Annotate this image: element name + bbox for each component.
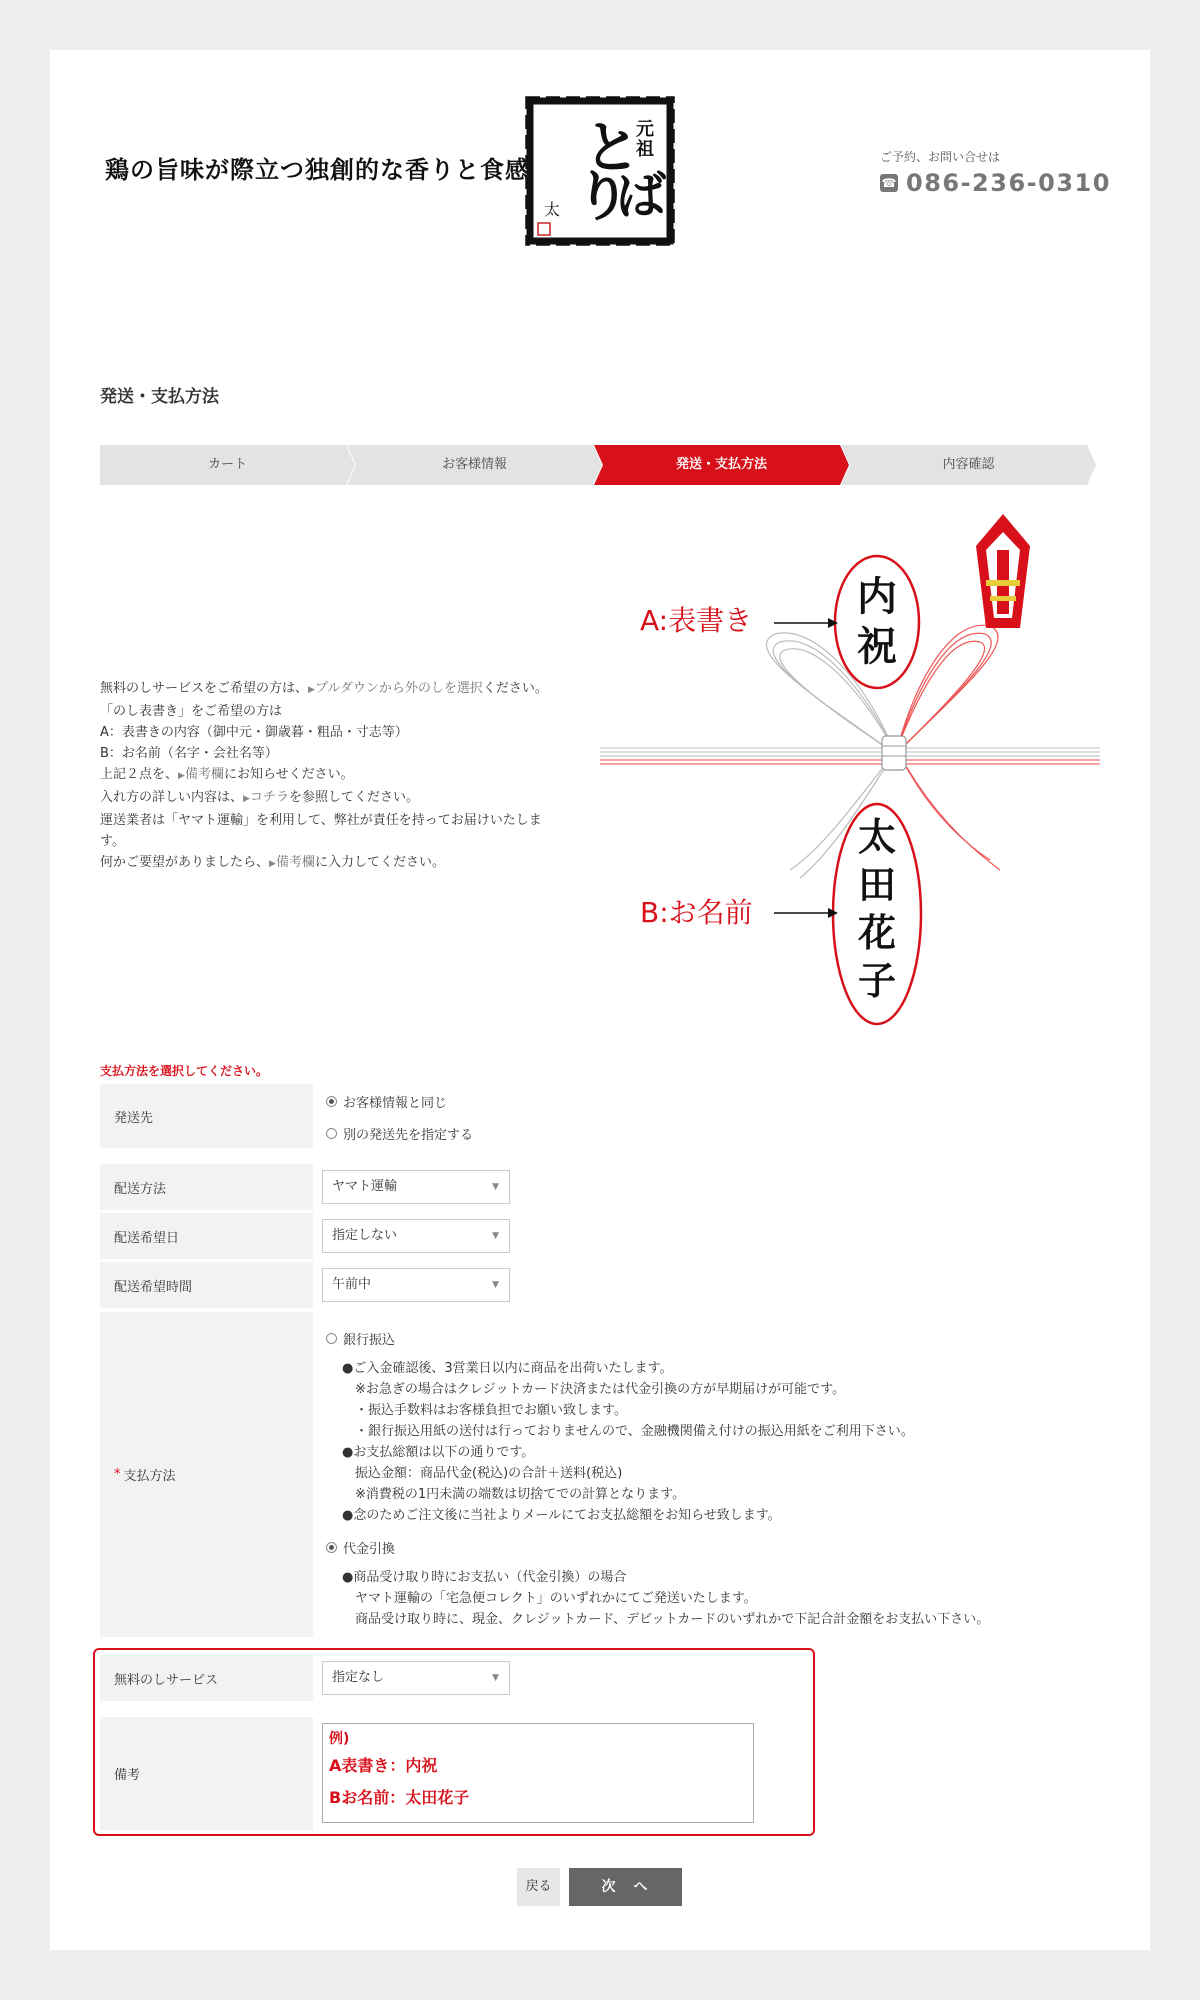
step-cart: カート bbox=[100, 445, 355, 485]
radio-dot-icon bbox=[326, 1542, 337, 1553]
payment-method-label: * 支払方法 bbox=[100, 1312, 313, 1637]
svg-text:ば: ば bbox=[616, 166, 666, 225]
radio-dot-icon bbox=[326, 1096, 337, 1107]
noshi-illustration bbox=[600, 510, 1100, 1030]
row-delivery-date bbox=[100, 1213, 1100, 1259]
delivery-date-label: 配送希望日 bbox=[100, 1213, 313, 1259]
label-omotegaki: A:表書き bbox=[640, 604, 753, 637]
remarks-link-2[interactable]: ▶備考欄 bbox=[269, 855, 315, 870]
back-button[interactable]: 戻る bbox=[517, 1868, 560, 1906]
radio-dot-icon bbox=[326, 1333, 337, 1344]
name-char-4: 子 bbox=[857, 958, 897, 1003]
next-button[interactable]: 次 へ bbox=[569, 1868, 682, 1906]
delivery-date-select[interactable]: 指定しない ▼ bbox=[322, 1219, 510, 1253]
label-name: B:お名前 bbox=[640, 896, 753, 929]
details-link[interactable]: ▶コチラ bbox=[243, 790, 289, 805]
page-title: 発送・支払方法 bbox=[100, 387, 219, 407]
delivery-method-label: 配送方法 bbox=[100, 1164, 313, 1210]
delivery-time-select[interactable]: 午前中 ▼ bbox=[322, 1268, 510, 1302]
radio-cash-on-delivery[interactable]: 代金引換 bbox=[326, 1538, 395, 1557]
radio-same-as-customer[interactable]: お客様情報と同じ bbox=[326, 1092, 447, 1111]
svg-text:太: 太 bbox=[544, 200, 561, 219]
name-char-2: 田 bbox=[857, 862, 897, 907]
delivery-time-label: 配送希望時間 bbox=[100, 1262, 313, 1308]
svg-text:祖: 祖 bbox=[636, 139, 654, 160]
remarks-label: 備考 bbox=[100, 1717, 313, 1830]
destination-label: 発送先 bbox=[100, 1084, 313, 1148]
step-customer-info: お客様情報 bbox=[347, 445, 602, 485]
bank-transfer-details: ●ご入金確認後、3営業日以内に商品を出荷いたします。 ※お急ぎの場合はクレジットカード決済または代金引換の方が早期届けが可能です。 ・振込手数料はお客様負担でお願い致します。 ・銀行振込用紙の送付は行っておりませんので、金融機関備え付けの振込用紙をご利用下さい。 ●お支払総額は以下の通りです。 振込金額：商品代金(税込)の合計＋送料(税込) ※消費税の1円未満の端数は切捨てでの計算となります。 ●念のためご注文後に当社よりメールにてお支払総額をお知らせ致します。 bbox=[342, 1361, 914, 1523]
row-noshi-service bbox=[100, 1655, 1100, 1701]
step-shipping-payment: 発送・支払方法 bbox=[594, 445, 849, 485]
radio-bank-transfer[interactable]: 銀行振込 bbox=[326, 1329, 395, 1348]
noshi-instructions: 無料のしサービスをご希望の方は、▶プルダウンから外のしを選択ください。 「のし表書き」をご希望の方は A：表書きの内容（御中元・御歳暮・粗品・寸志等） B：お名前（名字・会社名等） 上記２点を、▶備考欄にお知らせください。 入れ方の詳しい内容は、▶コチラを参照してください。 運送業者は「ヤマト運輸」を利用して、弊社が責任を持ってお届けいたしま す。 何かご要望がありましたら、▶備考欄に入力してください。 bbox=[100, 681, 548, 870]
contact-label: ご予約、お問い合せは bbox=[880, 150, 1001, 164]
pulldown-link[interactable]: ▶プルダウンから外のしを選択 bbox=[308, 681, 483, 696]
radio-other-destination[interactable]: 別の発送先を指定する bbox=[326, 1124, 473, 1143]
shop-logo bbox=[524, 95, 676, 247]
step-confirm: 内容確認 bbox=[841, 445, 1096, 485]
header-tagline: 鶏の旨味が際立つ独創的な香りと食感 bbox=[105, 155, 530, 184]
remarks-textarea[interactable]: 例) A表書き：内祝 Bお名前：太田花子 bbox=[322, 1723, 754, 1823]
noshi-service-label: 無料のしサービス bbox=[100, 1655, 313, 1701]
chevron-down-icon: ▼ bbox=[492, 1673, 499, 1683]
svg-text:と: と bbox=[584, 115, 640, 181]
svg-text:元: 元 bbox=[636, 119, 654, 140]
row-payment-method bbox=[100, 1312, 1100, 1637]
noshi-service-select[interactable]: 指定なし ▼ bbox=[322, 1661, 510, 1695]
chevron-down-icon: ▼ bbox=[492, 1182, 499, 1192]
svg-text:り: り bbox=[576, 164, 630, 228]
remarks-link[interactable]: ▶備考欄 bbox=[178, 767, 224, 782]
name-char-1: 太 bbox=[857, 814, 897, 859]
phone-icon: ☎ bbox=[881, 176, 897, 190]
row-destination bbox=[100, 1084, 1100, 1148]
chevron-down-icon: ▼ bbox=[492, 1280, 499, 1290]
chevron-down-icon: ▼ bbox=[492, 1231, 499, 1241]
omote-char-2: 祝 bbox=[857, 623, 897, 670]
contact-box bbox=[880, 148, 1111, 197]
checkout-steps bbox=[100, 445, 1100, 485]
name-char-3: 花 bbox=[857, 910, 897, 955]
cod-details: ●商品受け取り時にお支払い（代金引換）の場合 ヤマト運輸の「宅急便コレクト」のいずれかにてご発送いたします。 商品受け取り時に、現金、クレジットカード、デビットカードのいずれかで下記合計金額をお支払い下さい。 bbox=[342, 1570, 990, 1627]
phone-number[interactable]: 086-236-0310 bbox=[906, 169, 1111, 197]
omote-char-1: 内 bbox=[857, 573, 897, 620]
row-remarks bbox=[100, 1717, 1100, 1830]
row-delivery-method bbox=[100, 1164, 1100, 1210]
radio-dot-icon bbox=[326, 1128, 337, 1139]
delivery-method-select[interactable]: ヤマト運輸 ▼ bbox=[322, 1170, 510, 1204]
row-delivery-time bbox=[100, 1262, 1100, 1308]
payment-instruction: 支払方法を選択してください。 bbox=[100, 1064, 269, 1078]
